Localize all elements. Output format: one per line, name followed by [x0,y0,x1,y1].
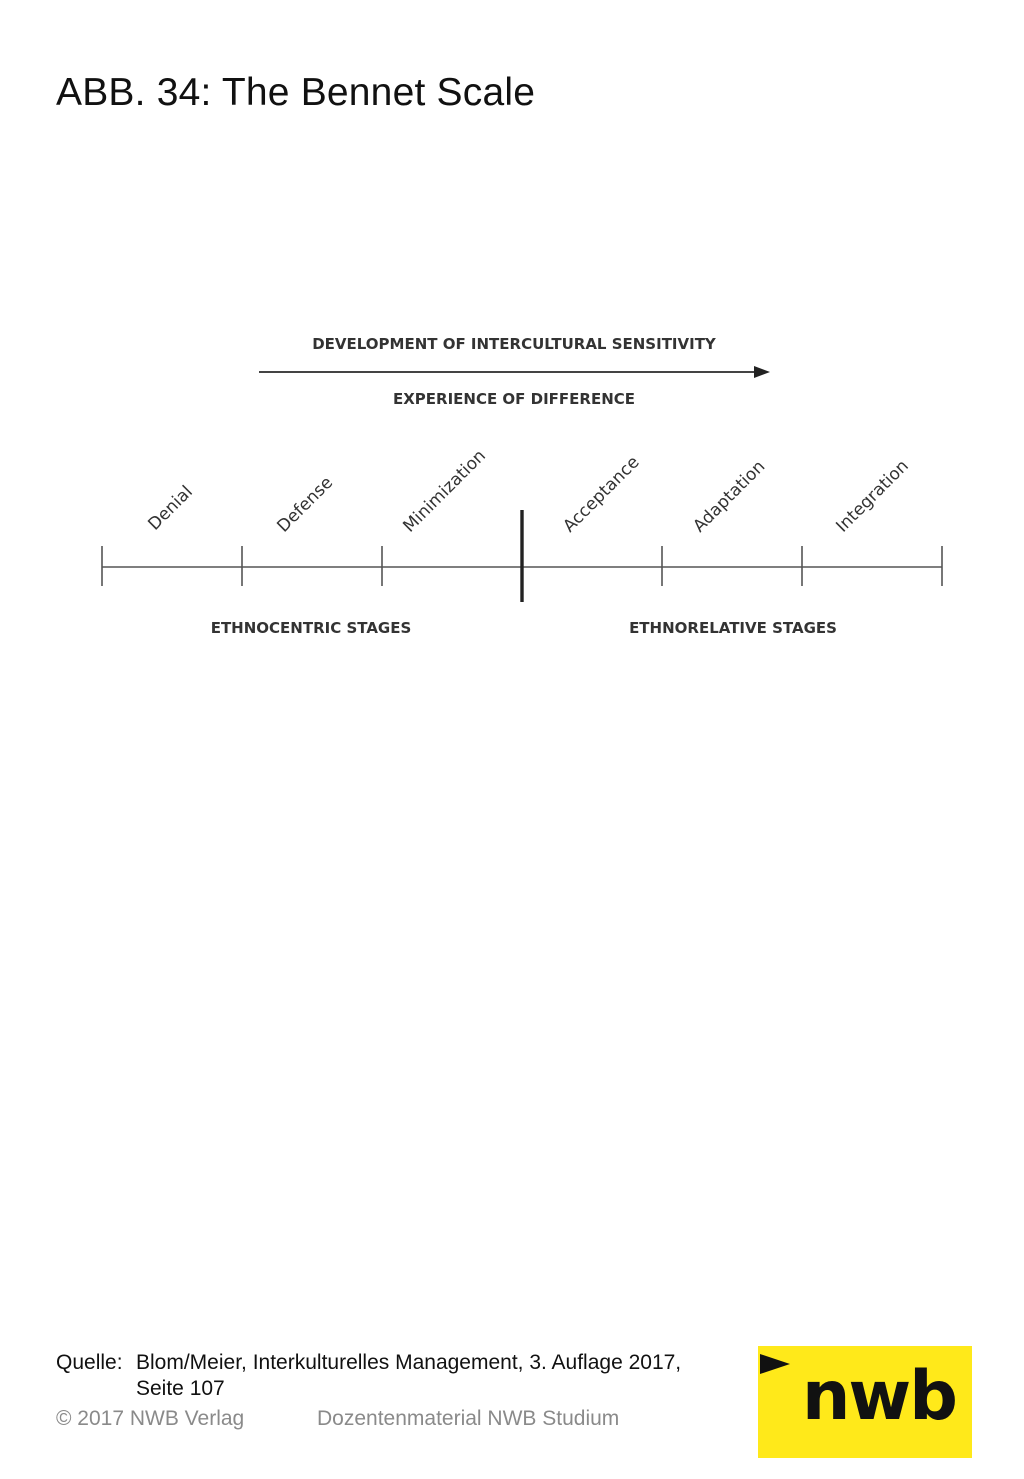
ethnocentric-label: ETHNOCENTRIC STAGES [210,619,412,637]
source-lead: Quelle: [56,1351,123,1374]
source-line-1: Blom/Meier, Interkulturelles Management, 3. Auflage 2017, [136,1351,682,1374]
stage-label-denial: Denial [144,482,197,535]
play-triangle-icon [758,1346,798,1376]
experience-label: EXPERIENCE OF DIFFERENCE [392,390,636,408]
page-title: ABB. 34: The Bennet Scale [56,71,536,114]
footer [56,1407,620,1431]
footer-material: Dozentenmaterial NWB Studium [317,1407,620,1430]
stage-label-minimization: Minimization [399,445,490,537]
stage-label-defense: Defense [273,472,338,537]
stage-label-adaptation: Adaptation [689,456,770,537]
ethnorelative-label: ETHNORELATIVE STAGES [629,619,837,637]
stage-label-integration: Integration [832,456,913,537]
source-citation [56,1350,681,1402]
source-line-2: Seite 107 [136,1377,225,1400]
nwb-logo [758,1346,972,1458]
stage-label-acceptance: Acceptance [559,452,644,537]
logo-wordmark: nwb [802,1357,956,1436]
stage-labels [144,446,912,537]
development-label: DEVELOPMENT OF INTERCULTURAL SENSITIVITY [312,335,716,353]
footer-copyright: © 2017 NWB Verlag [56,1407,245,1430]
development-arrowhead [754,366,770,378]
bennet-scale-diagram [0,0,1024,720]
